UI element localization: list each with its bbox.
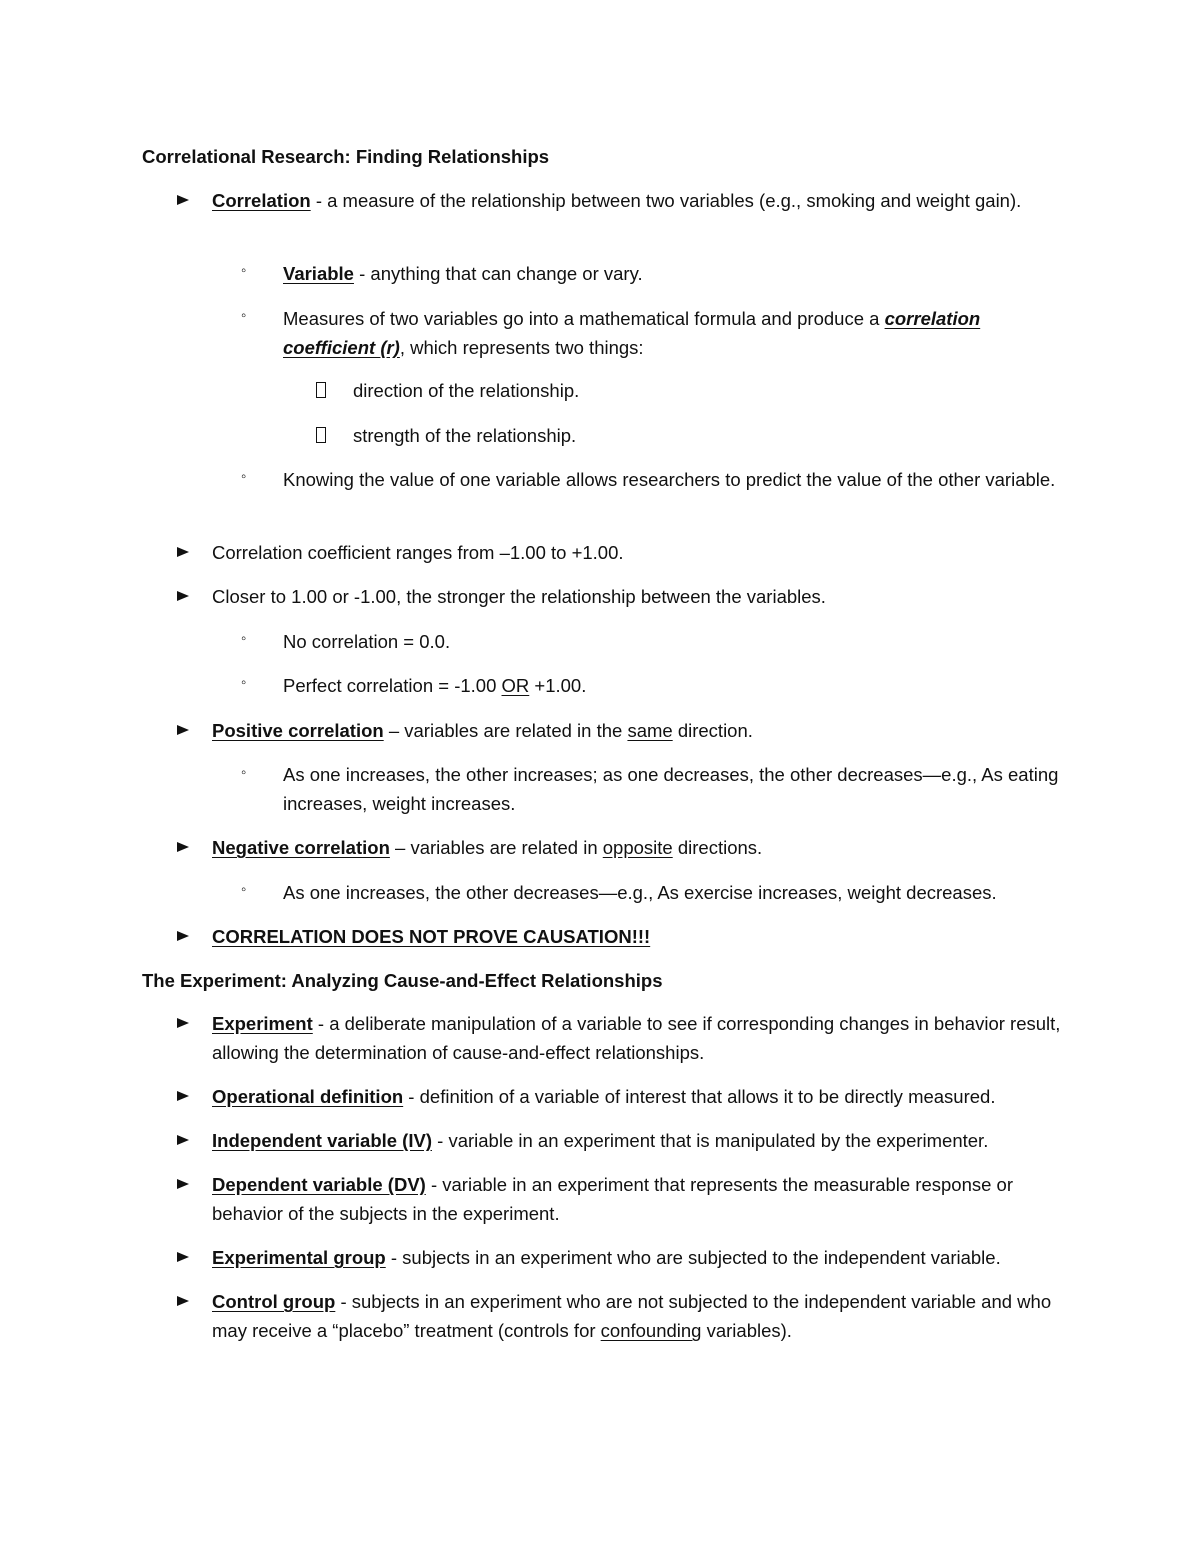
list-item-direction: direction of the relationship. (353, 380, 580, 401)
box-bullet-icon (316, 382, 326, 398)
section-heading-correlational: Correlational Research: Finding Relationships (142, 146, 550, 167)
arrow-bullet-icon (176, 546, 190, 558)
circle-bullet-icon: ◦ (241, 764, 247, 781)
list-item-control-group: Control group - subjects in an experiment who are not subjected to the independent variable and who may receive a “placebo” treatment (controls for confounding variables). (212, 1291, 1052, 1341)
circle-bullet-icon: ◦ (241, 674, 247, 691)
circle-bullet-icon: ◦ (241, 630, 247, 647)
circle-bullet-icon: ◦ (241, 881, 247, 898)
list-item-correlation: Correlation - a measure of the relationship between two variables (e.g., smoking and weight gain). (212, 190, 1022, 211)
list-item-ranges: Correlation coefficient ranges from –1.00 to +1.00. (212, 542, 624, 563)
list-item-knowing: Knowing the value of one variable allows researchers to predict the value of the other variable. (283, 469, 1056, 490)
term-dependent-variable: Dependent variable (DV) (212, 1174, 426, 1195)
term-negative-correlation: Negative correlation (212, 837, 390, 858)
list-item-experiment: Experiment - a deliberate manipulation of a variable to see if corresponding changes in behavior result, allowing the determination of cause-and-effect relationships. (212, 1013, 1061, 1063)
term-independent-variable: Independent variable (IV) (212, 1130, 432, 1151)
list-item-causation: CORRELATION DOES NOT PROVE CAUSATION!!! (212, 926, 651, 947)
term-experiment: Experiment (212, 1013, 313, 1034)
list-item-negative-correlation: Negative correlation – variables are related in opposite directions. (212, 837, 763, 858)
circle-bullet-icon: ◦ (241, 262, 247, 279)
list-item-closer: Closer to 1.00 or -1.00, the stronger the relationship between the variables. (212, 586, 826, 607)
list-item-positive-example: As one increases, the other increases; as one decreases, the other decreases—e.g., As eating increases, weight increases. (283, 764, 1059, 814)
circle-bullet-icon: ◦ (241, 468, 247, 485)
list-item-negative-example: As one increases, the other decreases—e.g., As exercise increases, weight decreases. (283, 882, 997, 903)
list-item-no-correlation: No correlation = 0.0. (283, 631, 451, 652)
section-heading-experiment: The Experiment: Analyzing Cause-and-Effect Relationships (142, 970, 663, 991)
arrow-bullet-icon (176, 1251, 190, 1263)
term-correlation: Correlation (212, 190, 311, 211)
list-item-dependent-variable: Dependent variable (DV) - variable in an experiment that represents the measurable response or behavior of the subjects in the experiment. (212, 1174, 1014, 1224)
arrow-bullet-icon (176, 841, 190, 853)
list-item-variable: Variable - anything that can change or vary. (283, 263, 643, 284)
list-item-strength: strength of the relationship. (353, 425, 577, 446)
term-experimental-group: Experimental group (212, 1247, 386, 1268)
term-positive-correlation: Positive correlation (212, 720, 384, 741)
term-control-group: Control group (212, 1291, 336, 1312)
circle-bullet-icon: ◦ (241, 307, 247, 324)
list-item-independent-variable: Independent variable (IV) - variable in an experiment that is manipulated by the experimenter. (212, 1130, 989, 1151)
arrow-bullet-icon (176, 1134, 190, 1146)
arrow-bullet-icon (176, 1295, 190, 1307)
list-item-measures: Measures of two variables go into a mathematical formula and produce a correlation coefficient (r), which represents two things: (283, 308, 981, 358)
list-item-perfect-correlation: Perfect correlation = -1.00 OR +1.00. (283, 675, 587, 696)
list-item-positive-correlation: Positive correlation – variables are related in the same direction. (212, 720, 753, 741)
arrow-bullet-icon (176, 1017, 190, 1029)
term-operational-definition: Operational definition (212, 1086, 404, 1107)
term-variable: Variable (283, 263, 354, 284)
arrow-bullet-icon (176, 724, 190, 736)
list-item-experimental-group: Experimental group - subjects in an experiment who are subjected to the independent variable. (212, 1247, 1001, 1268)
list-item-operational-definition: Operational definition - definition of a variable of interest that allows it to be directly measured. (212, 1086, 996, 1107)
arrow-bullet-icon (176, 1090, 190, 1102)
arrow-bullet-icon (176, 194, 190, 206)
box-bullet-icon (316, 427, 326, 443)
arrow-bullet-icon (176, 930, 190, 942)
arrow-bullet-icon (176, 1178, 190, 1190)
term-correlation-coefficient: correlation coefficient (r) (283, 308, 981, 358)
arrow-bullet-icon (176, 590, 190, 602)
